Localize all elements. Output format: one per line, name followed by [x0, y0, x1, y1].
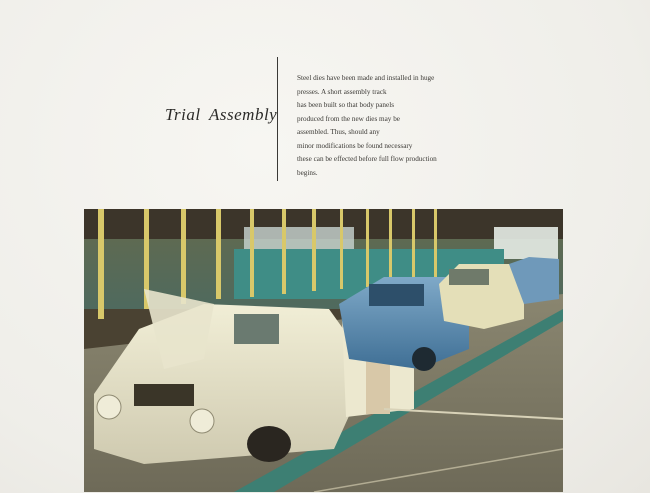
vertical-divider: [277, 57, 278, 181]
body-line: minor modifications be found necessary: [297, 141, 413, 150]
body-line: produced from the new dies may be: [297, 114, 400, 123]
cream-car-rear: [439, 264, 524, 329]
body-line: these can be effected before full flow production: [297, 155, 437, 163]
assembly-line-photo: [84, 209, 563, 492]
body-line: begins.: [297, 168, 318, 177]
body-paragraph: [297, 72, 467, 180]
body-line: has been built so that body panels: [297, 101, 395, 109]
body-line: presses. A short assembly track: [297, 87, 387, 96]
body-line: Steel dies have been made and installed in huge: [297, 74, 435, 82]
body-line: assembled. Thus, should any: [297, 128, 380, 136]
page-title: Trial Assembly: [165, 105, 278, 124]
